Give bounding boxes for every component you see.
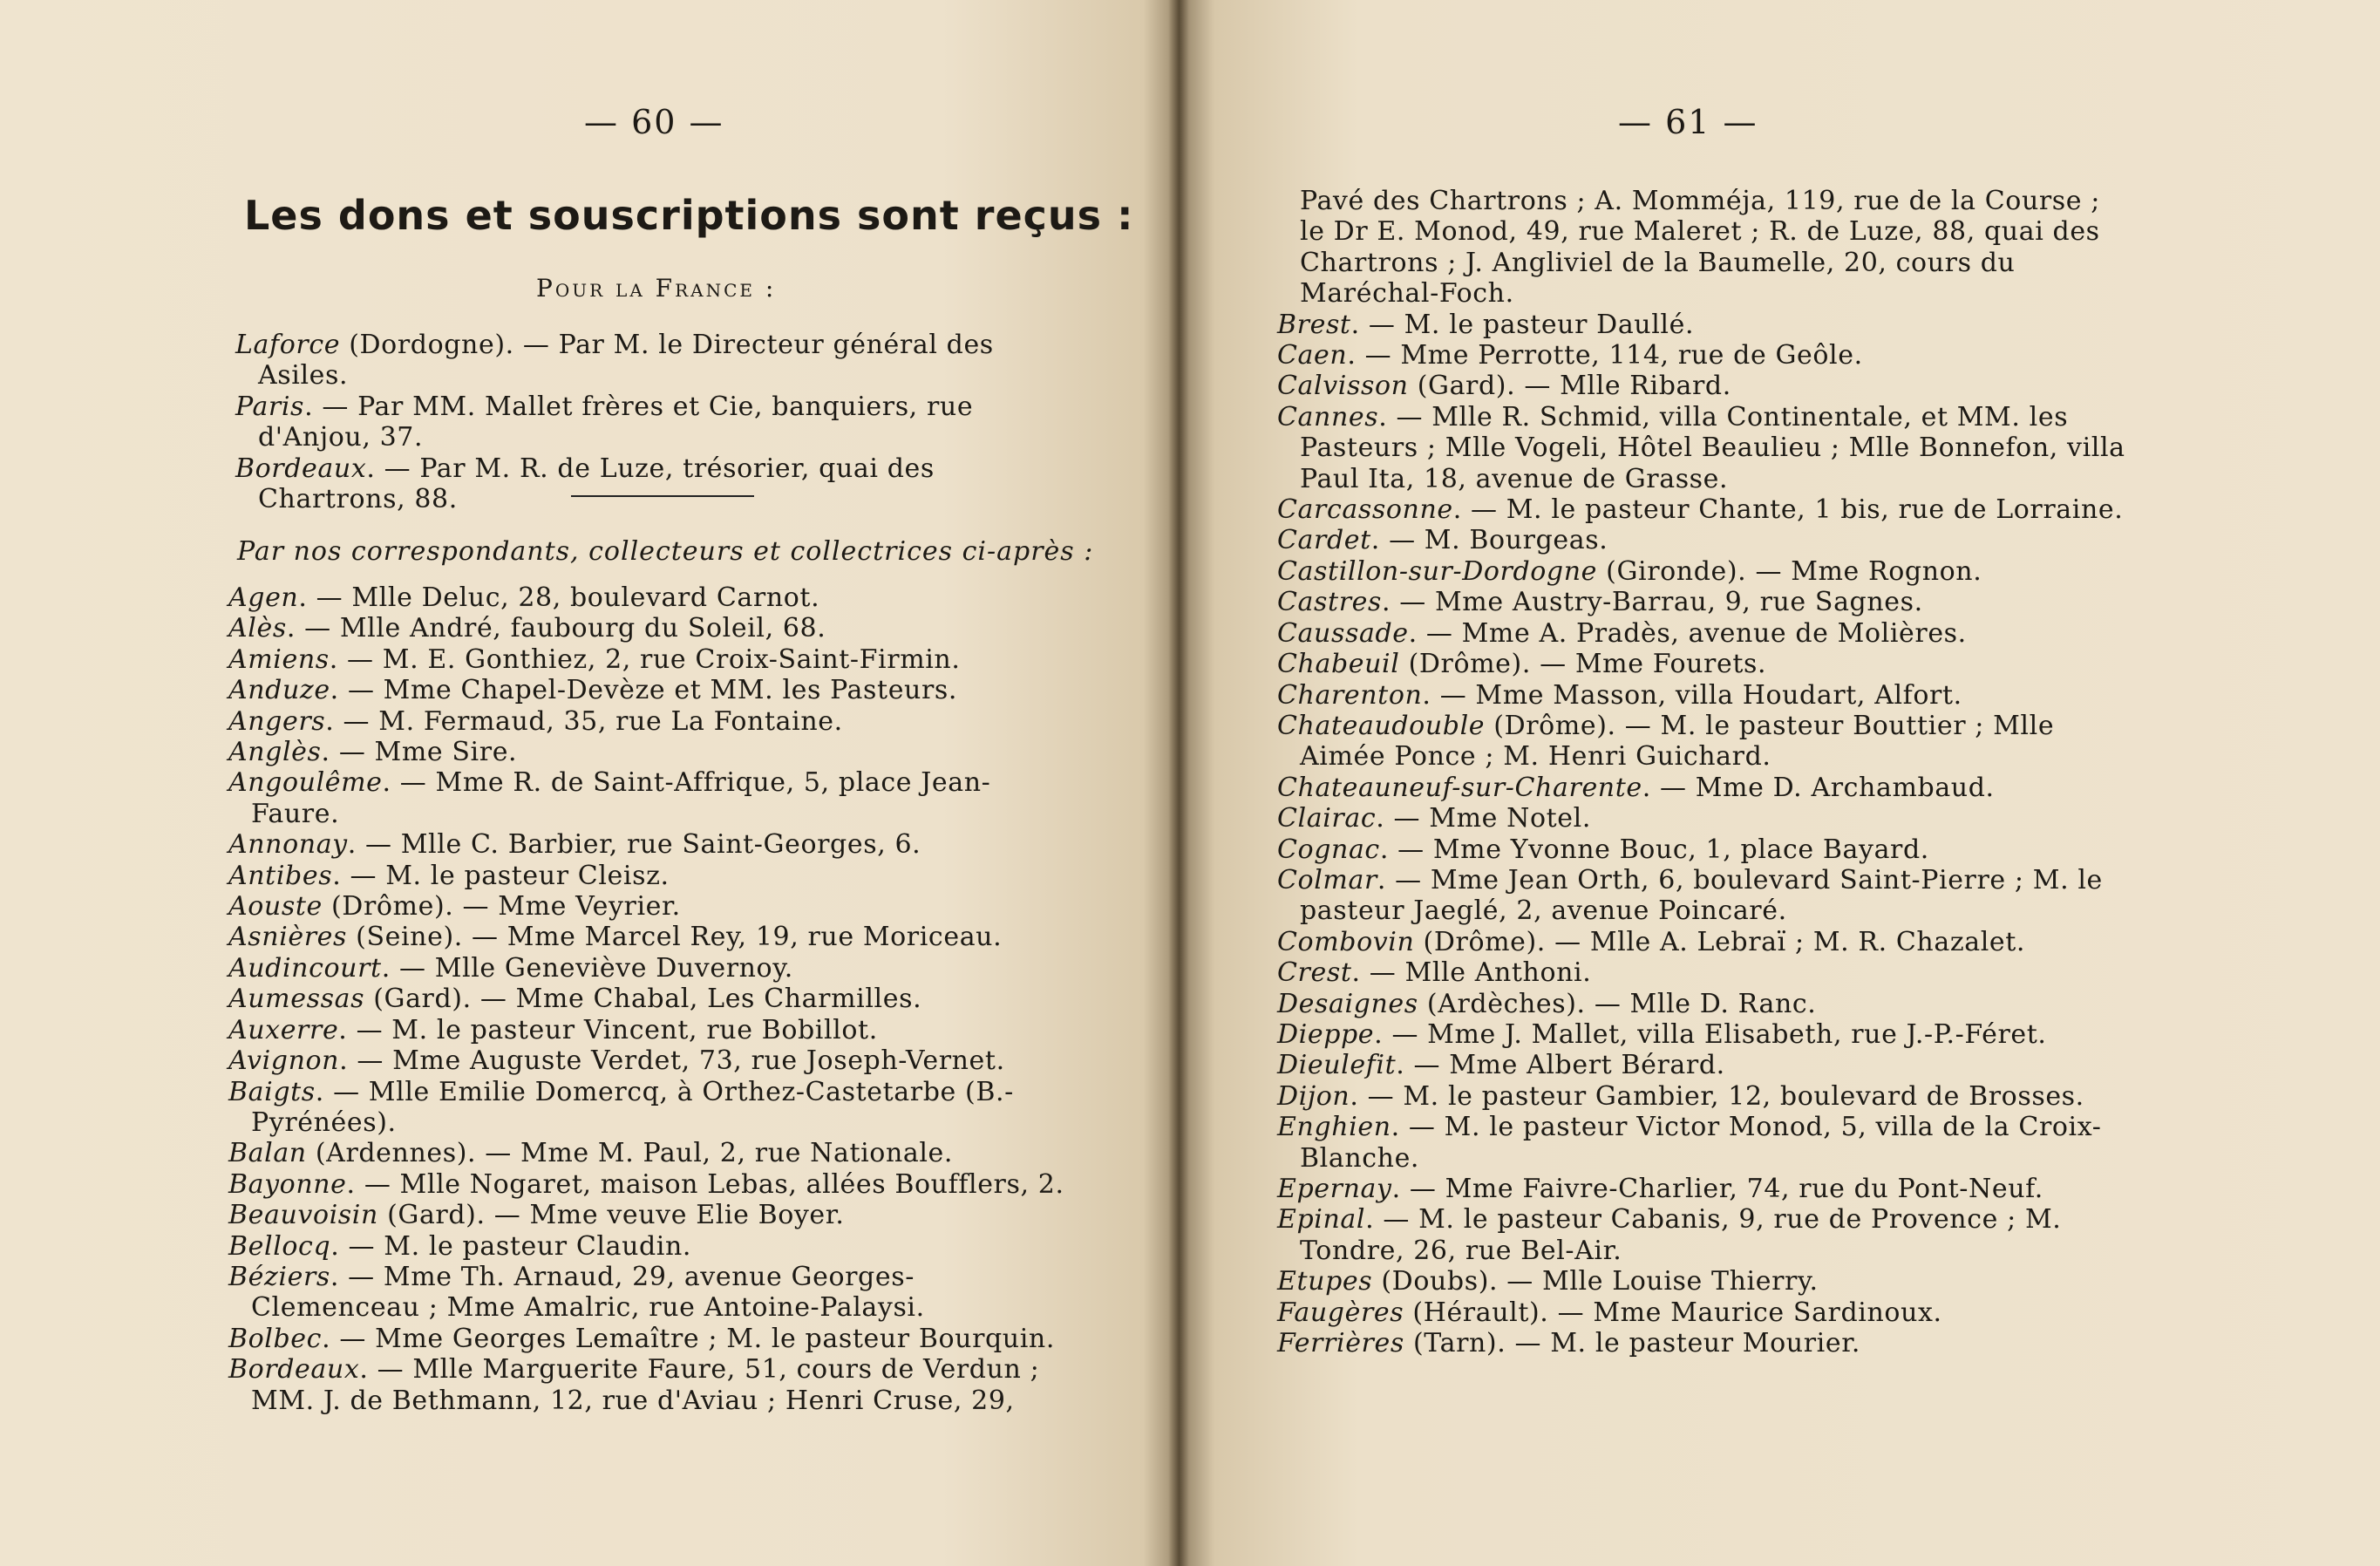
place-name: Bolbec <box>228 1323 323 1354</box>
entry-text: . — Mme Albert Bérard. <box>1396 1050 1725 1081</box>
list-item <box>228 1200 1078 1230</box>
place-name: Caussade <box>1277 617 1409 649</box>
list-item <box>228 737 1078 767</box>
list-item <box>1277 927 2127 957</box>
entry-text: . — Mme R. de Saint-Affrique, 5, place Jean-Faure. <box>251 767 991 829</box>
list-item <box>1277 340 2127 371</box>
entry-text: . — Mme Faivre-Charlier, 74, rue du Pont-Neuf. <box>1391 1174 2043 1204</box>
list-item <box>1277 1297 2127 1328</box>
list-item <box>1277 1112 2127 1174</box>
list-item <box>228 953 1078 984</box>
place-name: Béziers <box>228 1261 330 1292</box>
list-item <box>228 1262 1078 1324</box>
entry-text: . — Mme Georges Lemaître ; M. le pasteur Bourquin. <box>322 1323 1055 1354</box>
place-name: Baigts <box>228 1076 316 1107</box>
place-name: Bordeaux <box>235 453 367 484</box>
list-item <box>1277 989 2127 1019</box>
list-item <box>235 392 1081 453</box>
entry-text: . — M. le pasteur Claudin. <box>330 1230 692 1262</box>
page-number-left: — 60 — <box>584 103 724 141</box>
place-name: Dieppe <box>1277 1018 1375 1050</box>
place-name: Chateauneuf-sur-Charente <box>1277 772 1642 803</box>
list-item <box>1277 1328 2127 1358</box>
list-item <box>228 582 1078 613</box>
list-item <box>228 861 1078 891</box>
section-subtitle: Pour la France : <box>536 274 777 303</box>
place-name: Carcassonne <box>1277 494 1453 526</box>
list-item <box>1277 1204 2127 1266</box>
entry-text: . — Mlle André, faubourg du Soleil, 68. <box>286 613 826 644</box>
list-item <box>228 1231 1078 1262</box>
entry-text: . — Mme J. Mallet, villa Elisabeth, rue J.-P.-Féret. <box>1374 1018 2047 1050</box>
entry-text: (Tarn). — M. le pasteur Mourier. <box>1404 1328 1860 1359</box>
entry-text: . — Par M. R. de Luze, trésorier, quai des Chartrons, 88. <box>258 453 935 515</box>
list-item <box>228 1138 1078 1168</box>
place-name: Beauvoisin <box>228 1200 378 1231</box>
entry-text: . — Mme Chapel-Devèze et MM. les Pasteurs. <box>330 675 958 706</box>
list-item <box>1277 680 2127 711</box>
place-name: Annonay <box>228 829 348 861</box>
place-name: Avignon <box>228 1045 340 1077</box>
entry-text: (Ardennes). — Mme M. Paul, 2, rue Nationale. <box>306 1138 954 1169</box>
list-item <box>228 922 1078 952</box>
entry-text: . — Mme Masson, villa Houdart, Alfort. <box>1422 679 1962 711</box>
entry-text: . — Mlle Geneviève Duvernoy. <box>381 952 793 984</box>
entry-text: . — Mlle R. Schmid, villa Continentale, et MM. les Pasteurs ; Mlle Vogeli, Hôtel Beaulieu ; Mlle Bonnefon, villa Paul Ita, 18, avenue de Grasse. <box>1300 401 2125 494</box>
place-name: Bellocq <box>228 1230 331 1262</box>
place-name: Antibes <box>228 860 333 891</box>
entry-text: . — M. le pasteur Victor Monod, 5, villa de la Croix-Blanche. <box>1300 1112 2102 1174</box>
list-item <box>1277 649 2127 679</box>
list-item <box>1277 1050 2127 1080</box>
list-item <box>228 891 1078 922</box>
section-divider <box>571 495 754 497</box>
place-name: Desaignes <box>1277 988 1418 1019</box>
place-name: Castillon-sur-Dordogne <box>1277 555 1597 587</box>
entry-text: (Gard). — Mlle Ribard. <box>1408 371 1731 402</box>
entry-text: (Gard). — Mme veuve Elie Boyer. <box>377 1200 845 1231</box>
place-name: Epernay <box>1277 1174 1392 1204</box>
list-item <box>228 829 1078 860</box>
place-name: Cardet <box>1277 525 1371 556</box>
entry-text: (Drôme). — Mlle A. Lebraï ; M. R. Chazalet. <box>1414 926 2026 957</box>
place-name: Angers <box>228 705 326 737</box>
place-name: Cannes <box>1277 401 1379 432</box>
list-item <box>228 1045 1078 1076</box>
entry-text: . — Mme Auguste Verdet, 73, rue Joseph-Vernet. <box>339 1045 1005 1077</box>
place-name: Chabeuil <box>1277 649 1400 680</box>
place-name: Etupes <box>1277 1266 1373 1297</box>
entry-text: (Ardèches). — Mlle D. Ranc. <box>1418 988 1817 1019</box>
entry-text: . — Mme Perrotte, 114, rue de Geôle. <box>1347 340 1863 371</box>
entry-text: (Hérault). — Mme Maurice Sardinoux. <box>1404 1297 1942 1328</box>
list-item <box>228 1324 1078 1354</box>
list-item <box>228 767 1078 829</box>
place-name: Calvisson <box>1277 371 1409 402</box>
list-item <box>1277 865 2127 927</box>
left-page <box>0 0 1179 1566</box>
place-name: Aouste <box>228 891 323 923</box>
entry-text: . — Mme Yvonne Bouc, 1, place Bayard. <box>1379 834 1929 865</box>
page-title: Les dons et souscriptions sont reçus : <box>244 192 1134 239</box>
entry-text: . — Mlle Marguerite Faure, 51, cours de Verdun ; MM. J. de Bethmann, 12, rue d'Aviau ; Henri Cruse, 29, <box>251 1354 1040 1416</box>
list-item <box>228 675 1078 705</box>
list-item <box>228 1015 1078 1045</box>
place-name: Balan <box>228 1138 307 1169</box>
place-name: Amiens <box>228 643 330 675</box>
place-name: Auxerre <box>228 1014 339 1045</box>
place-name: Ferrières <box>1277 1328 1404 1359</box>
place-name: Bayonne <box>228 1168 347 1200</box>
place-name: Agen <box>228 582 299 613</box>
place-name: Anglès <box>228 737 322 768</box>
list-item <box>1277 1019 2127 1050</box>
list-item <box>1277 803 2127 834</box>
entry-text: . — Par MM. Mallet frères et Cie, banquiers, rue d'Anjou, 37. <box>258 391 974 453</box>
entry-text: (Drôme). — Mme Fourets. <box>1399 649 1767 680</box>
place-name: Crest <box>1277 957 1352 989</box>
entry-text: . — M. le pasteur Gambier, 12, boulevard de Brosses. <box>1350 1080 2084 1112</box>
list-item <box>235 453 1081 515</box>
place-name: Laforce <box>235 330 341 360</box>
place-name: Clairac <box>1277 803 1377 834</box>
place-name: Cognac <box>1277 834 1380 865</box>
entry-text: (Doubs). — Mlle Louise Thierry. <box>1372 1266 1819 1297</box>
place-name: Chateaudouble <box>1277 710 1486 741</box>
place-name: Combovin <box>1277 926 1415 957</box>
entry-text: . — Mme Jean Orth, 6, boulevard Saint-Pierre ; M. le pasteur Jaeglé, 2, avenue Poincaré. <box>1300 864 2103 927</box>
entry-text: . — M. le pasteur Cleisz. <box>332 860 670 891</box>
entry-text: (Drôme). — Mme Veyrier. <box>322 891 681 923</box>
entry-text: . — Mlle Deluc, 28, boulevard Carnot. <box>298 582 820 613</box>
entry-text: (Dordogne). — Par M. le Directeur général des Asiles. <box>258 330 994 392</box>
list-item <box>1277 1174 2127 1204</box>
list-item <box>228 644 1078 675</box>
entry-text: . — M. Bourgeas. <box>1370 525 1608 556</box>
list-item <box>1277 711 2127 773</box>
list-item <box>1277 587 2127 617</box>
list-item <box>235 330 1081 392</box>
place-name: Brest <box>1277 309 1351 340</box>
list-item <box>1277 525 2127 555</box>
list-item <box>1277 834 2127 865</box>
list-item <box>1277 402 2127 494</box>
list-item <box>228 613 1078 643</box>
list-item <box>1277 773 2127 803</box>
list-item <box>228 1077 1078 1139</box>
place-name: Bordeaux <box>228 1354 360 1386</box>
list-item <box>228 1169 1078 1200</box>
list-item <box>1277 494 2127 525</box>
list-item <box>1277 618 2127 649</box>
place-name: Angoulême <box>228 767 383 799</box>
entry-text: . — Mme D. Archambaud. <box>1642 772 1995 803</box>
list-item <box>228 984 1078 1014</box>
place-name: Dieulefit <box>1277 1050 1397 1081</box>
place-name: Colmar <box>1277 864 1377 895</box>
entry-text: . — M. E. Gonthiez, 2, rue Croix-Saint-Firmin. <box>329 643 961 675</box>
entry-text: . — Mme A. Pradès, avenue de Molières. <box>1408 617 1967 649</box>
list-item <box>1277 371 2127 401</box>
entry-text: . — Mme Austry-Barrau, 9, rue Sagnes. <box>1381 587 1923 618</box>
entry-text: . — Mme Notel. <box>1376 803 1591 834</box>
list-item <box>1277 310 2127 340</box>
place-name: Alès <box>228 613 287 644</box>
entry-text: . — Mme Th. Arnaud, 29, avenue Georges-Clemenceau ; Mme Amalric, rue Antoine-Palaysi. <box>251 1261 925 1324</box>
page-number-right: — 61 — <box>1618 103 1758 141</box>
correspondents-list-right <box>1277 186 2127 1358</box>
entry-text: . — M. Fermaud, 35, rue La Fontaine. <box>325 705 843 737</box>
entry-text: (Seine). — Mme Marcel Rey, 19, rue Moriceau. <box>347 922 1003 953</box>
list-item-continuation: Pavé des Chartrons ; A. Momméja, 119, rue de la Course ; le Dr E. Monod, 49, rue Maleret ; R. de Luze, 88, quai des Chartrons ; J. Angliviel de la Baumelle, 20, cours du Maréchal-Foch. <box>1300 186 2100 310</box>
entry-text: . — M. le pasteur Vincent, rue Bobillot. <box>338 1014 878 1045</box>
place-name: Faugères <box>1277 1297 1404 1328</box>
place-name: Enghien <box>1277 1112 1391 1143</box>
entry-text: (Gard). — Mme Chabal, Les Charmilles. <box>364 984 922 1015</box>
list-item <box>1277 1266 2127 1297</box>
entry-text: . — Mlle Nogaret, maison Lebas, allées Boufflers, 2. <box>346 1168 1064 1200</box>
place-name: Audincourt <box>228 952 382 984</box>
place-name: Anduze <box>228 675 330 706</box>
place-name: Castres <box>1277 587 1382 618</box>
entry-text: . — Mlle C. Barbier, rue Saint-Georges, 6. <box>347 829 921 861</box>
list-item <box>228 706 1078 737</box>
entry-text: (Drôme). — M. le pasteur Bouttier ; Mlle Aimée Ponce ; M. Henri Guichard. <box>1300 710 2055 773</box>
place-name: Paris <box>235 391 305 422</box>
entry-text: . — Mme Sire. <box>321 737 518 768</box>
entry-text: . — M. le pasteur Cabanis, 9, rue de Provence ; M. Tondre, 26, rue Bel-Air. <box>1300 1204 2062 1266</box>
place-name: Dijon <box>1277 1080 1350 1112</box>
correspondents-list-left <box>228 582 1078 1416</box>
list-item <box>1277 957 2127 988</box>
place-name: Aumessas <box>228 984 365 1015</box>
correspondants-heading: Par nos correspondants, collecteurs et collectrices ci-après : <box>237 536 1094 567</box>
place-name: Asnières <box>228 922 348 953</box>
entry-text: . — Mlle Anthoni. <box>1351 957 1592 989</box>
france-entries-list <box>235 330 1081 514</box>
place-name: Charenton <box>1277 679 1423 711</box>
place-name: Caen <box>1277 340 1348 371</box>
list-item <box>1277 1081 2127 1112</box>
entry-text: (Gironde). — Mme Rognon. <box>1597 555 1982 587</box>
entry-text: . — M. le pasteur Chante, 1 bis, rue de Lorraine. <box>1452 494 2124 526</box>
list-item <box>228 1354 1078 1416</box>
place-name: Epinal <box>1277 1204 1366 1236</box>
book-gutter <box>1168 0 1189 1566</box>
entry-text: . — Mlle Emilie Domercq, à Orthez-Castetarbe (B.-Pyrénées). <box>251 1076 1014 1138</box>
list-item <box>1277 556 2127 587</box>
entry-text: . — M. le pasteur Daullé. <box>1350 309 1695 340</box>
